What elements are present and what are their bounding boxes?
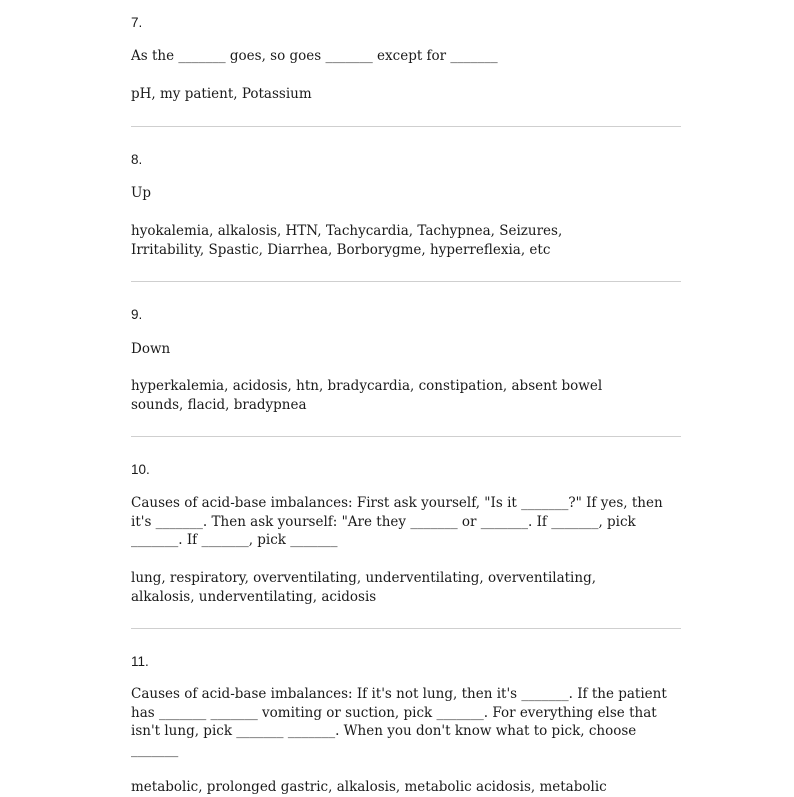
card-divider bbox=[131, 436, 681, 437]
card-divider bbox=[131, 126, 681, 127]
flashcard-9 bbox=[131, 306, 603, 413]
card-number: 7. bbox=[131, 15, 143, 30]
flashcard-7 bbox=[131, 14, 498, 102]
card-divider bbox=[131, 628, 681, 629]
card-number: 9. bbox=[131, 307, 143, 322]
card-definition: metabolic, prolonged gastric, alkalosis, metabolic acidosis, metabolic bbox=[131, 779, 607, 795]
card-term: Down bbox=[131, 341, 171, 357]
card-number: 8. bbox=[131, 152, 143, 167]
card-term: Causes of acid-base imbalances: If it's not lung, then it's _______. If the patient has _______ _______ vomiting or suction, pick _______. For everything else that isn't lung, pick _______ _______. When you don't know what to pick, choose _______ bbox=[131, 686, 667, 758]
card-number: 10. bbox=[131, 462, 150, 477]
card-term: Up bbox=[131, 185, 152, 201]
flashcard-10 bbox=[131, 461, 663, 605]
card-definition: pH, my patient, Potassium bbox=[131, 86, 312, 102]
card-definition: lung, respiratory, overventilating, underventilating, overventilating, alkalosis, underventilating, acidosis bbox=[131, 570, 597, 605]
card-term: Causes of acid-base imbalances: First ask yourself, "Is it _______?" If yes, then it's _______. Then ask yourself: "Are they _______ or _______. If _______, pick _______. If _______, pick _______ bbox=[131, 495, 663, 548]
card-term: As the _______ goes, so goes _______ except for _______ bbox=[131, 48, 498, 64]
flashcard-8 bbox=[131, 151, 563, 258]
card-number: 11. bbox=[131, 654, 149, 669]
card-definition: hyperkalemia, acidosis, htn, bradycardia, constipation, absent bowel sounds, flacid, bradypnea bbox=[131, 378, 603, 413]
card-divider bbox=[131, 281, 681, 282]
flashcard-11 bbox=[131, 653, 667, 795]
card-definition: hyokalemia, alkalosis, HTN, Tachycardia, Tachypnea, Seizures, Irritability, Spastic, Diarrhea, Borborygme, hyperreflexia, etc bbox=[131, 223, 563, 258]
